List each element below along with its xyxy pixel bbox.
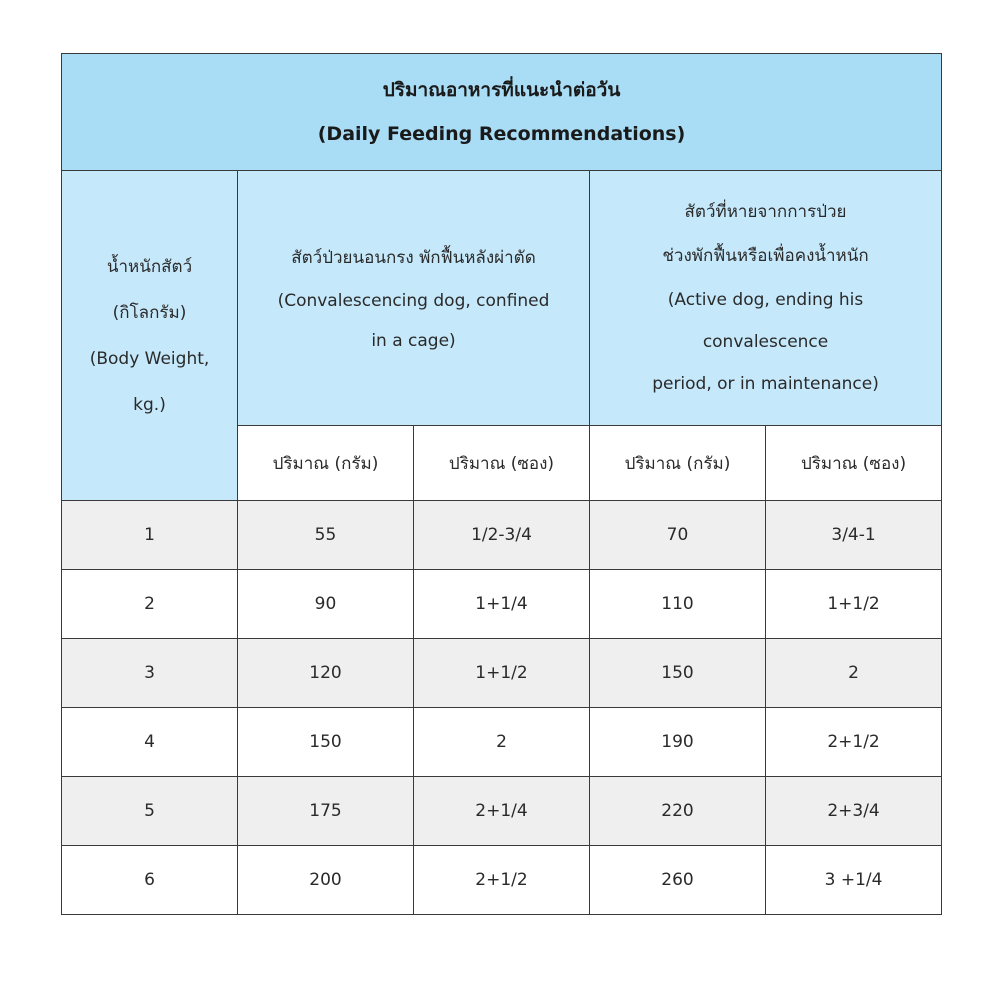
group2-header-line: period, or in maintenance): [652, 374, 879, 394]
table-title-cell: [62, 54, 942, 171]
table-cell: 260: [590, 846, 766, 915]
table-cell: 1+1/2: [414, 639, 590, 708]
body-weight-header-line: น้ำหนักสัตว์: [106, 256, 193, 277]
table-cell: 70: [590, 501, 766, 570]
table-cell: 110: [590, 570, 766, 639]
table-row: [62, 777, 942, 846]
table-row: [62, 639, 942, 708]
table-cell: 2+1/2: [766, 708, 942, 777]
body-weight-header-line: (กิโลกรัม): [112, 302, 187, 323]
table-cell: 1+1/4: [414, 570, 590, 639]
table-cell: 3 +1/4: [766, 846, 942, 915]
table-cell: 200: [238, 846, 414, 915]
table-cell: 120: [238, 639, 414, 708]
table-cell: 220: [590, 777, 766, 846]
table-title-english: (Daily Feeding Recommendations): [317, 123, 686, 145]
feeding-table-container: [61, 53, 941, 915]
table-row: [62, 501, 942, 570]
table-cell: 150: [238, 708, 414, 777]
group2-header-line: ช่วงพักฟื้นหรือเพื่อคงน้ำหนัก: [662, 246, 869, 266]
body-weight-header: [62, 171, 238, 501]
table-cell: 1+1/2: [766, 570, 942, 639]
table-cell: 150: [590, 639, 766, 708]
group1-header-line: (Convalescencing dog, confined: [277, 291, 550, 311]
table-cell: 2+3/4: [766, 777, 942, 846]
sub-header-grams: ปริมาณ (กรัม): [590, 426, 766, 501]
body-weight-cell: 1: [62, 501, 238, 570]
body-weight-cell: 2: [62, 570, 238, 639]
sub-header-grams: ปริมาณ (กรัม): [238, 426, 414, 501]
table-row: [62, 846, 942, 915]
body-weight-cell: 6: [62, 846, 238, 915]
table-cell: 2: [766, 639, 942, 708]
group1-header-line: สัตว์ป่วยนอนกรง พักฟื้นหลังผ่าตัด: [291, 248, 536, 268]
body-weight-cell: 3: [62, 639, 238, 708]
title-row: [62, 54, 942, 171]
convalescing-dog-header: [238, 171, 590, 426]
active-dog-header: [590, 171, 942, 426]
table-cell: 1/2-3/4: [414, 501, 590, 570]
table-cell: 2+1/4: [414, 777, 590, 846]
group-header-row: [62, 171, 942, 426]
group2-header-line: สัตว์ที่หายจากการป่วย: [684, 202, 847, 222]
table-cell: 90: [238, 570, 414, 639]
sub-header-sachets: ปริมาณ (ซอง): [414, 426, 590, 501]
body-weight-cell: 4: [62, 708, 238, 777]
table-cell: 2+1/2: [414, 846, 590, 915]
sub-header-sachets: ปริมาณ (ซอง): [766, 426, 942, 501]
table-cell: 175: [238, 777, 414, 846]
table-row: [62, 570, 942, 639]
body-weight-header-line: (Body Weight,: [89, 348, 210, 369]
body-weight-cell: 5: [62, 777, 238, 846]
table-cell: 55: [238, 501, 414, 570]
group2-header-line: (Active dog, ending his: [667, 290, 864, 310]
table-title-thai: ปริมาณอาหารที่แนะนำต่อวัน: [382, 79, 621, 101]
table-row: [62, 708, 942, 777]
group2-header-line: convalescence: [702, 332, 829, 352]
feeding-recommendation-table: [61, 53, 942, 915]
table-cell: 190: [590, 708, 766, 777]
table-cell: 3/4-1: [766, 501, 942, 570]
group1-header-line: in a cage): [371, 331, 456, 351]
table-cell: 2: [414, 708, 590, 777]
body-weight-header-line: kg.): [133, 394, 166, 415]
